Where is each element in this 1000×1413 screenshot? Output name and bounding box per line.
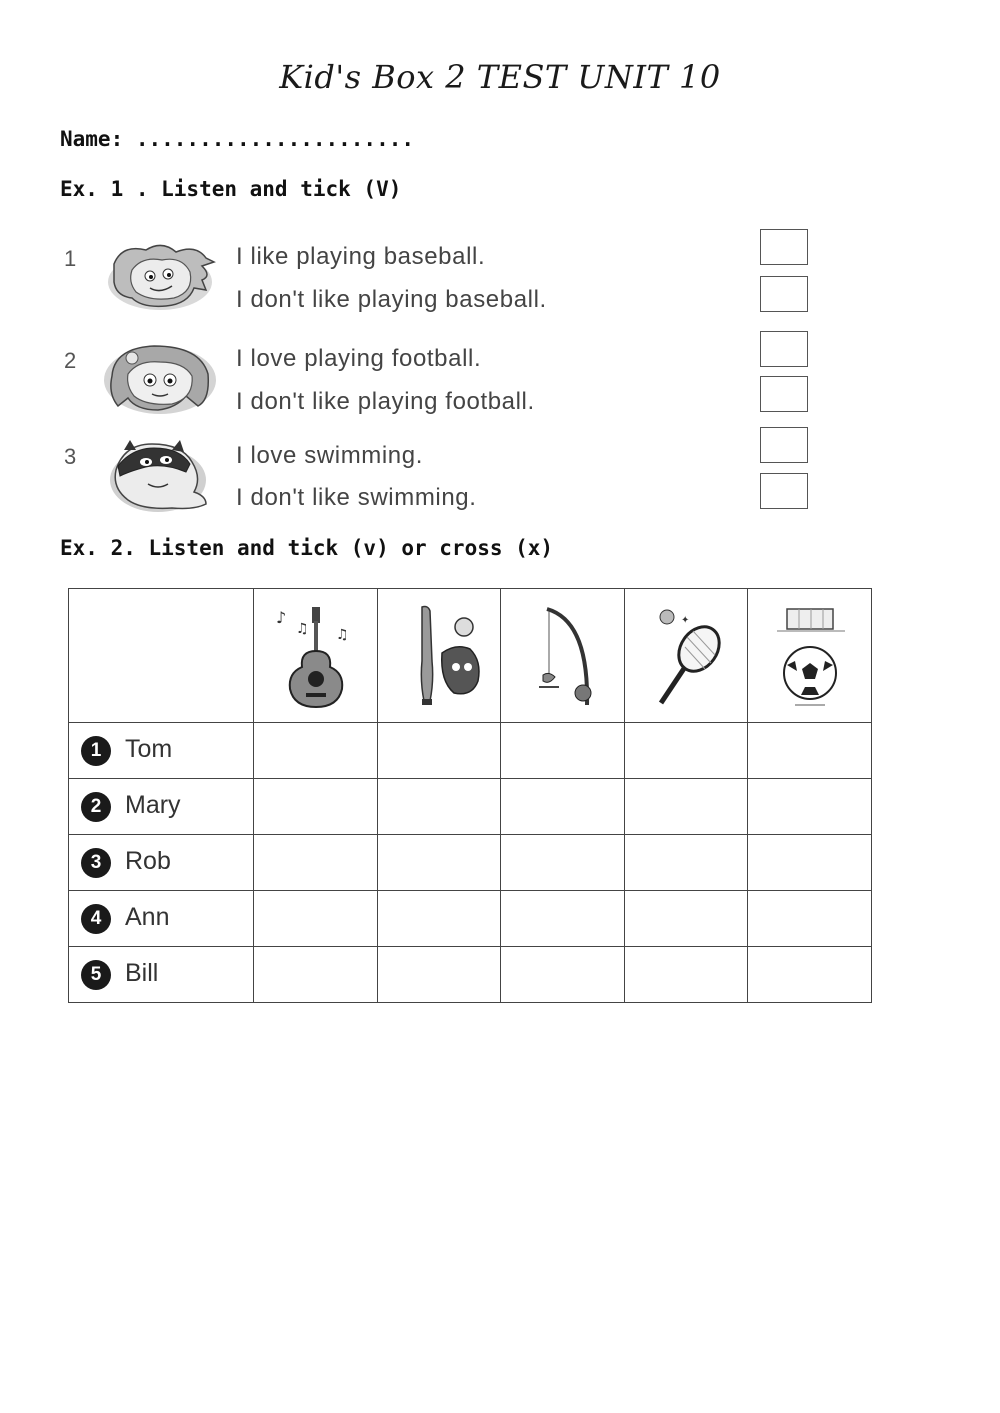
answer-cell[interactable]: [624, 723, 748, 779]
baseball-bat-glove-icon: [394, 601, 484, 711]
empty-header-cell: [69, 589, 254, 723]
answer-cell[interactable]: [748, 723, 872, 779]
activity-grid: [68, 588, 872, 1003]
row-number-badge: 4: [81, 904, 111, 934]
item-number: 1: [64, 246, 77, 271]
sentence-option: I love swimming.: [236, 442, 423, 469]
row-name-cell: [69, 835, 254, 891]
football-goal-icon: [765, 601, 855, 711]
table-row: [69, 779, 872, 835]
fishing-rod-icon: [517, 601, 607, 711]
row-number-badge: 2: [81, 792, 111, 822]
row-name-cell: [69, 891, 254, 947]
item-number: 2: [64, 348, 77, 373]
answer-cell[interactable]: [377, 891, 501, 947]
table-row: [69, 835, 872, 891]
exercise-2-heading: Ex. 2. Listen and tick (v) or cross (x): [60, 536, 554, 560]
header-cell-baseball: [377, 589, 501, 723]
tick-box[interactable]: [760, 427, 808, 463]
boy-face-icon: [102, 238, 218, 312]
tick-box[interactable]: [760, 331, 808, 367]
answer-cell[interactable]: [377, 779, 501, 835]
row-number-badge: 3: [81, 848, 111, 878]
row-name-cell: [69, 947, 254, 1003]
answer-cell[interactable]: [501, 891, 625, 947]
answer-cell[interactable]: [254, 947, 378, 1003]
answer-cell[interactable]: [254, 723, 378, 779]
guitar-icon: [270, 601, 360, 711]
sentence-option: I love playing football.: [236, 345, 482, 372]
answer-cell[interactable]: [377, 947, 501, 1003]
header-row: [69, 589, 872, 723]
sentence-option: I don't like swimming.: [236, 484, 477, 511]
row-name-cell: [69, 723, 254, 779]
answer-cell[interactable]: [624, 891, 748, 947]
child-name: Mary: [125, 791, 181, 820]
answer-cell[interactable]: [624, 835, 748, 891]
answer-cell[interactable]: [254, 835, 378, 891]
name-field-label: Name: ......................: [60, 127, 415, 151]
answer-cell[interactable]: [501, 835, 625, 891]
child-name: Tom: [125, 735, 173, 764]
answer-cell[interactable]: [624, 947, 748, 1003]
sentence-option: I like playing baseball.: [236, 243, 486, 270]
table-row: [69, 947, 872, 1003]
svg-text:♫: ♫: [296, 620, 309, 637]
sentence-option: I don't like playing baseball.: [236, 286, 547, 313]
item-number: 3: [64, 444, 77, 469]
tick-box[interactable]: [760, 276, 808, 312]
row-number-badge: 1: [81, 736, 111, 766]
answer-cell[interactable]: [254, 779, 378, 835]
tick-box[interactable]: [760, 229, 808, 265]
row-name-cell: [69, 779, 254, 835]
answer-cell[interactable]: [748, 891, 872, 947]
header-cell-fishing: [501, 589, 625, 723]
tick-box[interactable]: [760, 376, 808, 412]
header-cell-football: [748, 589, 872, 723]
row-number-badge: 5: [81, 960, 111, 990]
table-row: [69, 723, 872, 779]
svg-text:✦: ✦: [681, 614, 690, 626]
table-row: [69, 891, 872, 947]
answer-cell[interactable]: [254, 891, 378, 947]
answer-cell[interactable]: [501, 723, 625, 779]
masked-face-icon: [102, 438, 218, 514]
svg-text:♫: ♫: [336, 626, 349, 643]
answer-cell[interactable]: [748, 835, 872, 891]
sentence-option: I don't like playing football.: [236, 388, 535, 415]
answer-cell[interactable]: [501, 947, 625, 1003]
child-name: Ann: [125, 903, 170, 932]
header-cell-tennis: [624, 589, 748, 723]
answer-cell[interactable]: [377, 723, 501, 779]
answer-cell[interactable]: [748, 947, 872, 1003]
child-name: Bill: [125, 959, 159, 988]
girl-face-icon: [102, 340, 218, 414]
svg-text:♪: ♪: [276, 607, 287, 627]
answer-cell[interactable]: [501, 779, 625, 835]
tick-box[interactable]: [760, 473, 808, 509]
answer-cell[interactable]: [377, 835, 501, 891]
header-cell-guitar: [254, 589, 378, 723]
exercise-1-heading: Ex. 1 . Listen and tick (V): [60, 177, 402, 201]
child-name: Rob: [125, 847, 171, 876]
tennis-racket-icon: [641, 601, 731, 711]
answer-cell[interactable]: [624, 779, 748, 835]
answer-cell[interactable]: [748, 779, 872, 835]
worksheet-title: Kid's Box 2 TEST UNIT 10: [279, 58, 721, 96]
